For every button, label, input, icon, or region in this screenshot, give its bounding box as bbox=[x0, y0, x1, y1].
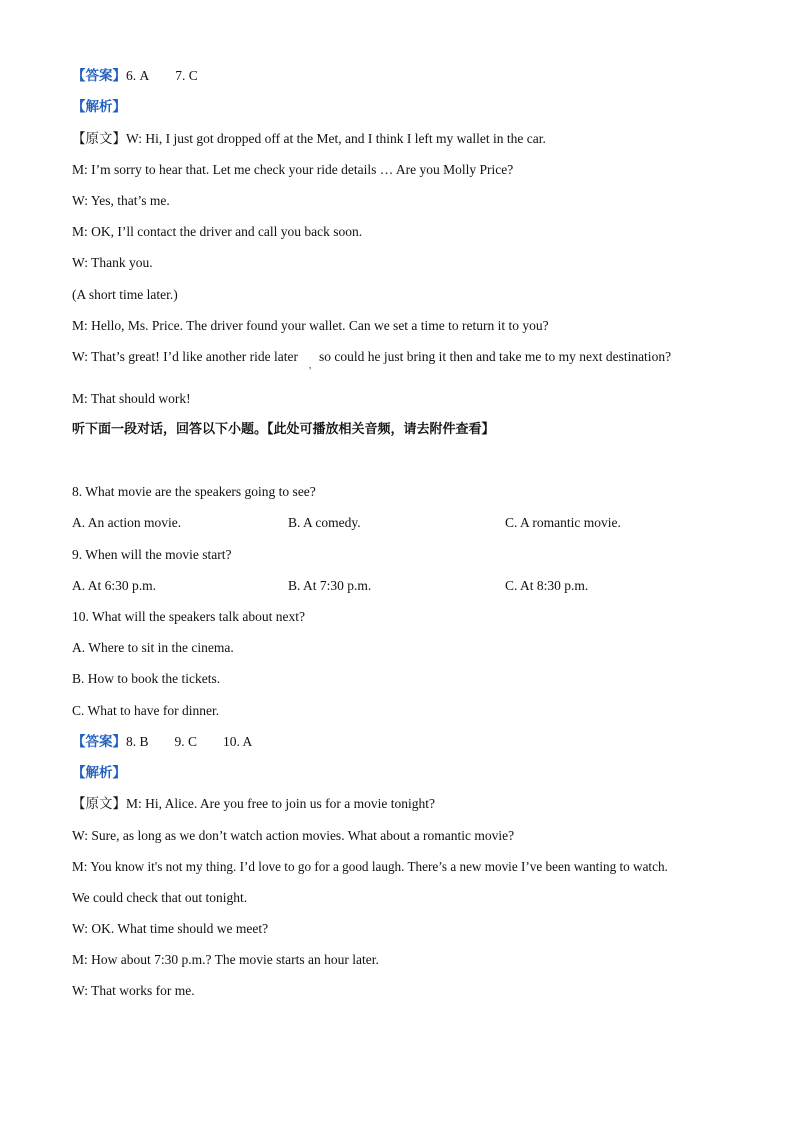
analysis-tag: 【解析】 bbox=[72, 99, 126, 115]
answer-9: 9. C bbox=[174, 734, 198, 749]
transcript-line: M: How about 7:30 p.m.? The movie starts an hour later. bbox=[72, 952, 379, 967]
answer-tag: 【答案】 bbox=[72, 68, 126, 84]
transcript-line: W: Sure, as long as we don’t watch action movies. What about a romantic movie? bbox=[72, 828, 515, 843]
question-10-option-a: A. Where to sit in the cinema. bbox=[72, 640, 234, 655]
analysis-heading-2 bbox=[72, 764, 126, 782]
transcript-line: M: You know it's not my thing. I’d love to go for a good laugh. There’s a new movie I’ve been wanting to watch. bbox=[72, 859, 668, 874]
transcript-line: M: OK, I’ll contact the driver and call you back soon. bbox=[72, 224, 363, 239]
answer-line-1 bbox=[72, 67, 198, 85]
question-10-stem: 10. What will the speakers talk about next? bbox=[72, 609, 305, 624]
analysis-tag: 【解析】 bbox=[72, 765, 126, 781]
question-9-stem: 9. When will the movie start? bbox=[72, 547, 232, 562]
transcript-line bbox=[72, 130, 546, 148]
question-8-option-c: C. A romantic movie. bbox=[505, 515, 621, 530]
question-8-option-b: B. A comedy. bbox=[288, 515, 361, 530]
original-tag: 【原文】 bbox=[72, 796, 126, 812]
answer-line-2 bbox=[72, 733, 252, 751]
question-10-option-c: C. What to have for dinner. bbox=[72, 703, 220, 718]
transcript-line: W: Thank you. bbox=[72, 255, 153, 270]
transcript-line: We could check that out tonight. bbox=[72, 890, 248, 905]
transcript-line-continued: so could he just bring it then and take me to my next destination? bbox=[319, 349, 672, 364]
question-10-option-b: B. How to book the tickets. bbox=[72, 671, 221, 686]
answer-10: 10. A bbox=[223, 734, 253, 749]
answer-8: 8. B bbox=[126, 734, 149, 749]
transcript-line: M: Hello, Ms. Price. The driver found your wallet. Can we set a time to return it to you? bbox=[72, 318, 549, 333]
transcript-line: W: Yes, that’s me. bbox=[72, 193, 170, 208]
stray-mark: , bbox=[309, 360, 312, 370]
transcript-text: W: Hi, I just got dropped off at the Met, and I think I left my wallet in the car. bbox=[126, 131, 546, 146]
transcript-line: W: OK. What time should we meet? bbox=[72, 921, 269, 936]
transcript-line: (A short time later.) bbox=[72, 287, 178, 302]
transcript-line bbox=[72, 795, 435, 813]
analysis-heading-1 bbox=[72, 98, 126, 116]
listening-instruction: 听下面一段对话，回答以下小题。【此处可播放相关音频，请去附件查看】 bbox=[72, 422, 495, 437]
transcript-line: M: That should work! bbox=[72, 391, 191, 406]
transcript-text: M: Hi, Alice. Are you free to join us for a movie tonight? bbox=[126, 796, 435, 811]
transcript-line: W: That works for me. bbox=[72, 983, 195, 998]
question-8-option-a: A. An action movie. bbox=[72, 515, 182, 530]
transcript-line: M: I’m sorry to hear that. Let me check your ride details … Are you Molly Price? bbox=[72, 162, 514, 177]
answer-7: 7. C bbox=[175, 68, 198, 83]
transcript-line: W: That’s great! I’d like another ride later bbox=[72, 349, 299, 364]
answer-tag: 【答案】 bbox=[72, 734, 126, 750]
original-tag: 【原文】 bbox=[72, 131, 126, 147]
question-9-option-b: B. At 7:30 p.m. bbox=[288, 578, 372, 593]
answer-6: 6. A bbox=[126, 68, 150, 83]
question-9-option-a: A. At 6:30 p.m. bbox=[72, 578, 157, 593]
question-8-stem: 8. What movie are the speakers going to see? bbox=[72, 484, 316, 499]
question-9-option-c: C. At 8:30 p.m. bbox=[505, 578, 589, 593]
